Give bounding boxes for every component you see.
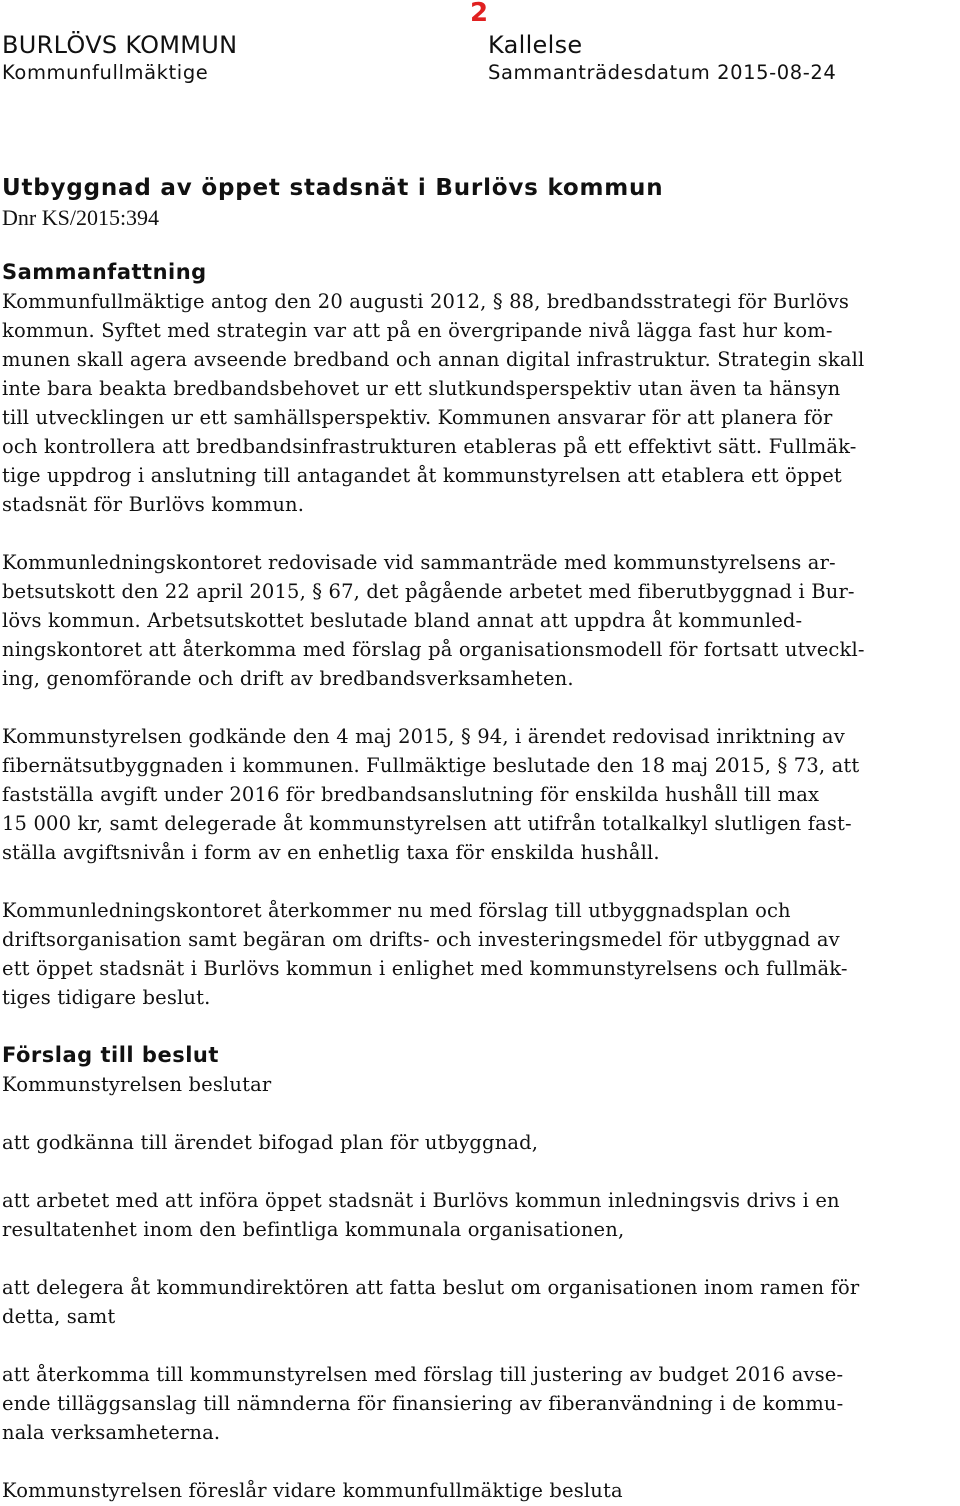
closing-line — [2, 1476, 932, 1505]
text-line: Kommunfullmäktige antog den 20 augusti 2012, § 88, bredbandsstrategi för Burlövs — [2, 290, 850, 313]
text-line: att arbetet med att införa öppet stadsnät i Burlövs kommun inledningsvis drivs i en — [2, 1189, 840, 1212]
page-number: 2 — [470, 0, 489, 28]
summary-paragraph — [2, 287, 932, 519]
text-line: ningskontoret att återkomma med förslag på organisationsmodell för fortsatt utveckl- — [2, 638, 865, 661]
text-line: stadsnät för Burlövs kommun. — [2, 493, 305, 516]
summary-paragraph — [2, 722, 932, 867]
text-line: tiges tidigare beslut. — [2, 986, 211, 1009]
meeting-date: Sammanträdesdatum 2015-08-24 — [488, 61, 837, 84]
text-line: att godkänna till ärendet bifogad plan för utbyggnad, — [2, 1131, 539, 1154]
text-line: till utvecklingen ur ett samhällsperspektiv. Kommunen ansvarar för att planera för — [2, 406, 833, 429]
text-line: Kommunledningskontoret återkommer nu med förslag till utbyggnadsplan och — [2, 899, 791, 922]
organization-name: BURLÖVS KOMMUN — [2, 31, 238, 59]
document-body — [2, 174, 932, 1505]
text-line: Kommunstyrelsen beslutar — [2, 1073, 272, 1096]
proposal-heading: Förslag till beslut — [2, 1043, 219, 1067]
text-line: fastställa avgift under 2016 för bredbandsanslutning för enskilda hushåll till max — [2, 783, 820, 806]
text-line: ett öppet stadsnät i Burlövs kommun i enlighet med kommunstyrelsens och fullmäk- — [2, 957, 848, 980]
proposal-item — [2, 1128, 932, 1157]
proposal-item — [2, 1273, 932, 1331]
document-title: Utbyggnad av öppet stadsnät i Burlövs kommun — [2, 175, 664, 201]
text-line: kommun. Syftet med strategin var att på en övergripande nivå lägga fast hur kom- — [2, 319, 833, 342]
summary-paragraph — [2, 548, 932, 693]
text-line: munen skall agera avseende bredband och annan digital infrastruktur. Strategin skall — [2, 348, 865, 371]
text-line: Kommunstyrelsen godkände den 4 maj 2015, § 94, i ärendet redovisad inriktning av — [2, 725, 845, 748]
organization-unit: Kommunfullmäktige — [2, 61, 209, 84]
text-line: ing, genomförande och drift av bredbandsverksamheten. — [2, 667, 574, 690]
proposal-item — [2, 1186, 932, 1244]
text-line: fibernätsutbyggnaden i kommunen. Fullmäktige beslutade den 18 maj 2015, § 73, att — [2, 754, 860, 777]
text-line: ställa avgiftsnivån i form av en enhetlig taxa för enskilda hushåll. — [2, 841, 660, 864]
text-line: inte bara beakta bredbandsbehovet ur ett slutkundsperspektiv utan även ta hänsyn — [2, 377, 841, 400]
header-right — [488, 30, 836, 86]
text-line: 15 000 kr, samt delegerade åt kommunstyrelsen att utifrån totalkalkyl slutligen fast- — [2, 812, 852, 835]
text-line: driftsorganisation samt begäran om drifts- och investeringsmedel för utbyggnad av — [2, 928, 840, 951]
header-left — [2, 30, 237, 86]
proposal-intro — [2, 1070, 932, 1099]
text-line: betsutskott den 22 april 2015, § 67, det pågående arbetet med fiberutbyggnad i Bur- — [2, 580, 855, 603]
text-line: Kommunledningskontoret redovisade vid sammanträde med kommunstyrelsens ar- — [2, 551, 836, 574]
document-type: Kallelse — [488, 31, 583, 59]
text-line: detta, samt — [2, 1305, 116, 1328]
text-line: resultatenhet inom den befintliga kommunala organisationen, — [2, 1218, 625, 1241]
proposal-item — [2, 1360, 932, 1447]
text-line: och kontrollera att bredbandsinfrastrukturen etableras på ett effektivt sätt. Fullmäk- — [2, 435, 857, 458]
text-line: att delegera åt kommundirektören att fatta beslut om organisationen inom ramen för — [2, 1276, 860, 1299]
text-line: lövs kommun. Arbetsutskottet beslutade bland annat att uppdra åt kommunled- — [2, 609, 803, 632]
text-line: Kommunstyrelsen föreslår vidare kommunfullmäktige besluta — [2, 1479, 623, 1502]
diary-number: Dnr KS/2015:394 — [2, 205, 160, 230]
summary-heading: Sammanfattning — [2, 260, 207, 284]
text-line: att återkomma till kommunstyrelsen med förslag till justering av budget 2016 avse- — [2, 1363, 844, 1386]
summary-paragraph — [2, 896, 932, 1012]
text-line: ende tilläggsanslag till nämnderna för finansiering av fiberanvändning i de kommu- — [2, 1392, 844, 1415]
text-line: tige uppdrog i anslutning till antagandet åt kommunstyrelsen att etablera ett öppet — [2, 464, 842, 487]
text-line: nala verksamheterna. — [2, 1421, 221, 1444]
